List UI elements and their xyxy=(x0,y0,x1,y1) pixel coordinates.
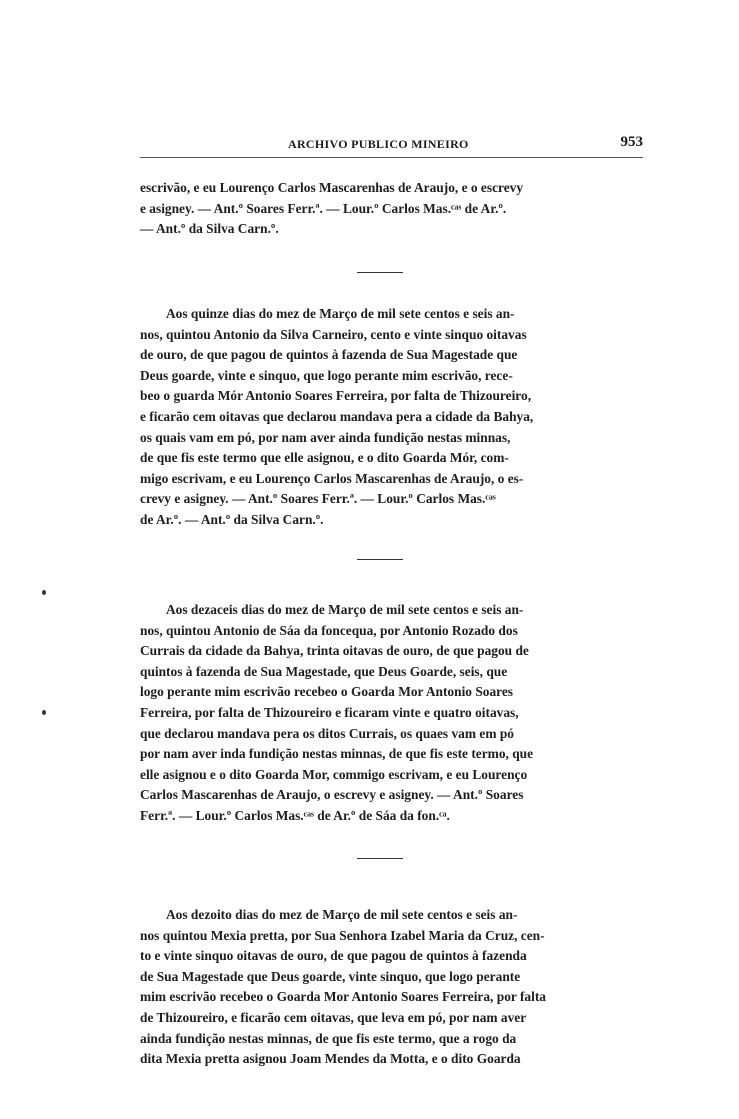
margin-mark xyxy=(42,590,46,595)
text-line: elle asignou e o dito Goarda Mor, commigo escrivam, e eu Lourenço xyxy=(140,766,528,782)
text-line: dita Mexia pretta asignou Joam Mendes da Motta, e o dito Goarda xyxy=(140,1051,521,1067)
text-line: Ferr.ª. — Lour.º Carlos Mas.ᶜᵃˢ de Ar.º de Sáa da fon.ᶜᵃ. xyxy=(140,807,450,823)
section-separator xyxy=(357,559,403,560)
page-number: 953 xyxy=(620,134,643,150)
text-line: de Thizoureiro, e ficarão cem oitavas, que leva em pó, por nam aver xyxy=(140,1009,527,1025)
running-title: ARCHIVO PUBLICO MINEIRO xyxy=(288,137,469,151)
text-line: e asigney. — Ant.º Soares Ferr.ª. — Lour.º Carlos Mas.ᶜᵃˢ de Ar.º. xyxy=(140,200,507,216)
text-line: nos quintou Mexia pretta, por Sua Senhora Izabel Maria da Cruz, cen- xyxy=(140,927,545,943)
section-separator xyxy=(357,272,403,273)
text-line: Aos quinze dias do mez de Março de mil sete centos e seis an- xyxy=(166,306,515,321)
text-line: crevy e asigney. — Ant.º Soares Ferr.ª. — Lour.º Carlos Mas.ᶜᵃˢ xyxy=(140,491,496,507)
text-line: que declarou mandava pera os ditos Currais, os quaes vam em pó xyxy=(140,725,514,741)
text-line: Ferreira, por falta de Thizoureiro e ficaram vinte e quatro oitavas, xyxy=(140,704,519,720)
text-line: migo escrivam, e eu Lourenço Carlos Mascarenhas de Araujo, o es- xyxy=(140,470,524,486)
text-line: — Ant.º da Silva Carn.º. xyxy=(140,221,279,237)
text-line: Carlos Mascarenhas de Araujo, o escrevy e asigney. — Ant.º Soares xyxy=(140,787,524,803)
paragraph-entry-quinze xyxy=(140,304,643,531)
text-line: de que fis este termo que elle asignou, e o dito Goarda Mór, com- xyxy=(140,450,509,466)
page-header xyxy=(140,134,643,154)
text-line: os quais vam em pó, por nam aver ainda fundição nestas minnas, xyxy=(140,429,511,445)
text-line: de Sua Magestade que Deus goarde, vinte sinquo, que logo perante xyxy=(140,968,521,984)
text-line: Aos dezoito dias do mez de Março de mil sete centos e seis an- xyxy=(166,907,518,922)
text-line: Aos dezaceis dias do mez de Março de mil sete centos e seis an- xyxy=(166,602,524,617)
paragraph-entry-dezaceis xyxy=(140,600,643,827)
text-line: quintos à fazenda de Sua Magestade, que Deus Goarde, seis, que xyxy=(140,663,508,679)
text-line: de Ar.º. — Ant.º da Silva Carn.º. xyxy=(140,511,324,527)
text-line: Currais da cidade da Bahya, trinta oitavas de ouro, de que pagou de xyxy=(140,643,529,659)
margin-mark xyxy=(42,710,46,715)
text-line: to e vinte sinquo oitavas de ouro, de que pagou de quintos à fazenda xyxy=(140,948,527,964)
text-line: logo perante mim escrivão recebeo o Goarda Mor Antonio Soares xyxy=(140,684,514,700)
section-separator xyxy=(357,858,403,859)
text-line: escrivão, e eu Lourenço Carlos Mascarenhas de Araujo, e o escrevy xyxy=(140,180,524,195)
text-line: ainda fundição nestas minnas, de que fis este termo, que a rogo da xyxy=(140,1030,517,1046)
text-line: por nam aver inda fundição nestas minnas, de que fis este termo, que xyxy=(140,746,534,762)
text-line: Deus goarde, vinte e sinquo, que logo perante mim escrivão, rece- xyxy=(140,367,513,383)
text-line: beo o guarda Mór Antonio Soares Ferreira, por falta de Thizoureiro, xyxy=(140,388,532,404)
text-line: nos, quintou Antonio de Sáa da foncequa, por Antonio Rozado dos xyxy=(140,622,518,638)
paragraph-continuation xyxy=(140,178,643,240)
paragraph-entry-dezoito xyxy=(140,905,643,1070)
text-line: e ficarão cem oitavas que declarou mandava pera a cidade da Bahya, xyxy=(140,408,534,424)
text-line: de ouro, de que pagou de quintos à fazenda de Sua Magestade que xyxy=(140,347,518,363)
text-line: mim escrivão recebeo o Goarda Mor Antonio Soares Ferreira, por falta xyxy=(140,989,546,1005)
text-line: nos, quintou Antonio da Silva Carneiro, cento e vinte sinquo oitavas xyxy=(140,326,527,342)
header-rule xyxy=(140,157,643,158)
